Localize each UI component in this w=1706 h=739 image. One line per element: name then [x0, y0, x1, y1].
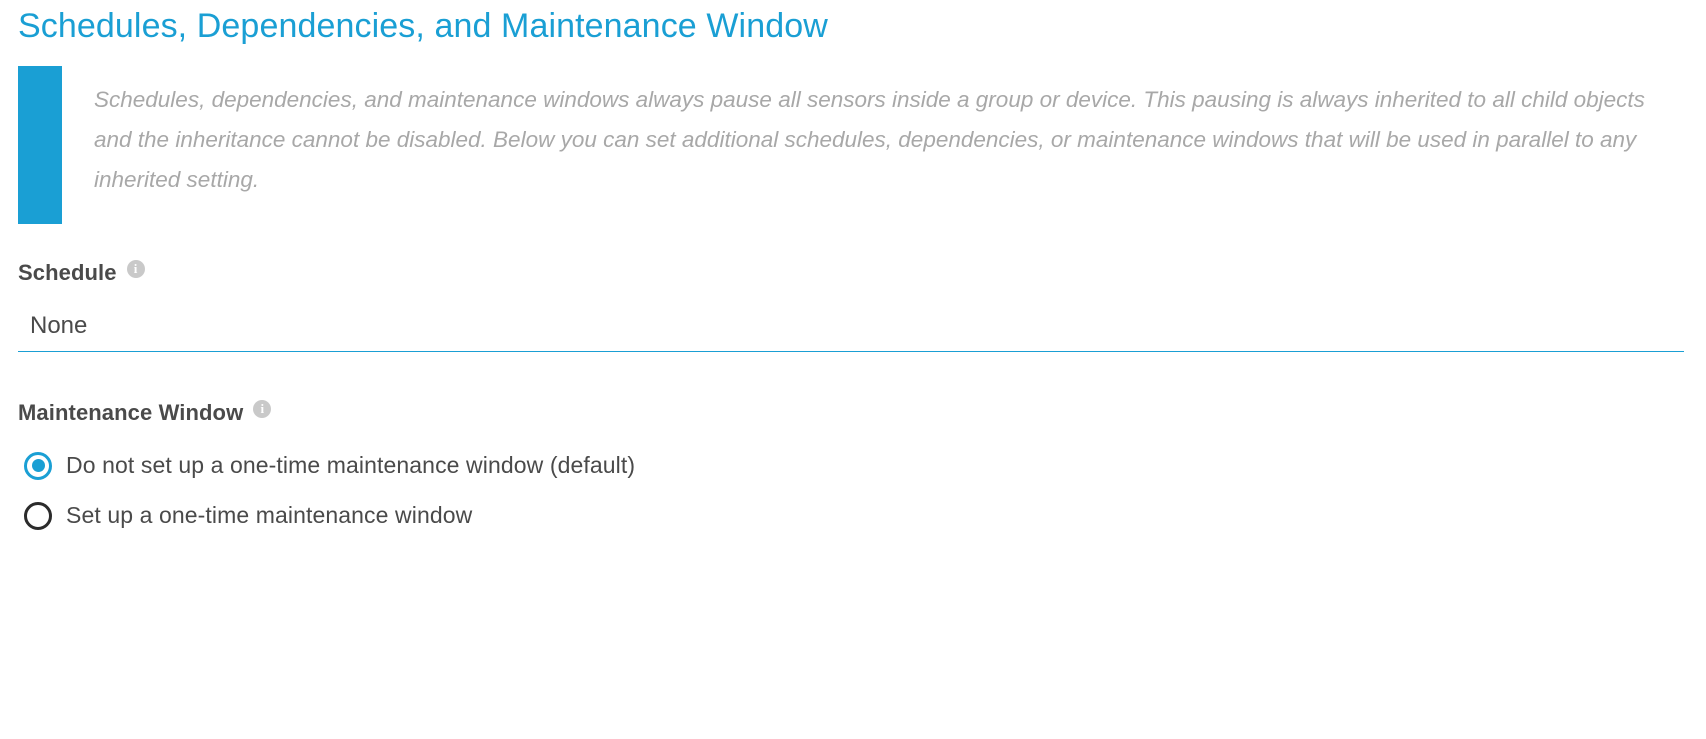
maintenance-window-label: Maintenance Window — [18, 399, 244, 425]
maintenance-label-row — [10, 400, 1696, 426]
info-icon[interactable]: i — [253, 400, 271, 418]
radio-option-label: Do not set up a one-time maintenance window (default) — [66, 452, 636, 479]
radio-button-selected-icon[interactable] — [24, 452, 52, 480]
maintenance-window-field — [10, 400, 1696, 530]
callout-accent-bar — [18, 66, 62, 224]
info-callout — [10, 66, 1696, 224]
schedule-label: Schedule — [18, 259, 117, 285]
schedule-select[interactable] — [18, 308, 1684, 352]
schedule-field — [10, 260, 1696, 352]
callout-text: Schedules, dependencies, and maintenance windows always pause all sensors inside a group or device. This pausing is always inherited to all child objects and the inheritance cannot be disabled. Below you can set additional schedules, dependencies, or maintenance windows that will be used in parallel to any inherited setting. — [94, 86, 1645, 192]
schedule-label-row — [10, 260, 1696, 286]
radio-option-set-maintenance[interactable] — [24, 502, 1696, 530]
maintenance-radio-group — [10, 452, 1696, 530]
radio-option-label: Set up a one-time maintenance window — [66, 502, 473, 529]
radio-option-no-maintenance[interactable] — [24, 452, 1696, 480]
schedule-select-wrap — [10, 308, 1696, 352]
page-title: Schedules, Dependencies, and Maintenance Window — [18, 7, 828, 45]
info-icon[interactable]: i — [127, 260, 145, 278]
radio-button-unselected-icon[interactable] — [24, 502, 52, 530]
